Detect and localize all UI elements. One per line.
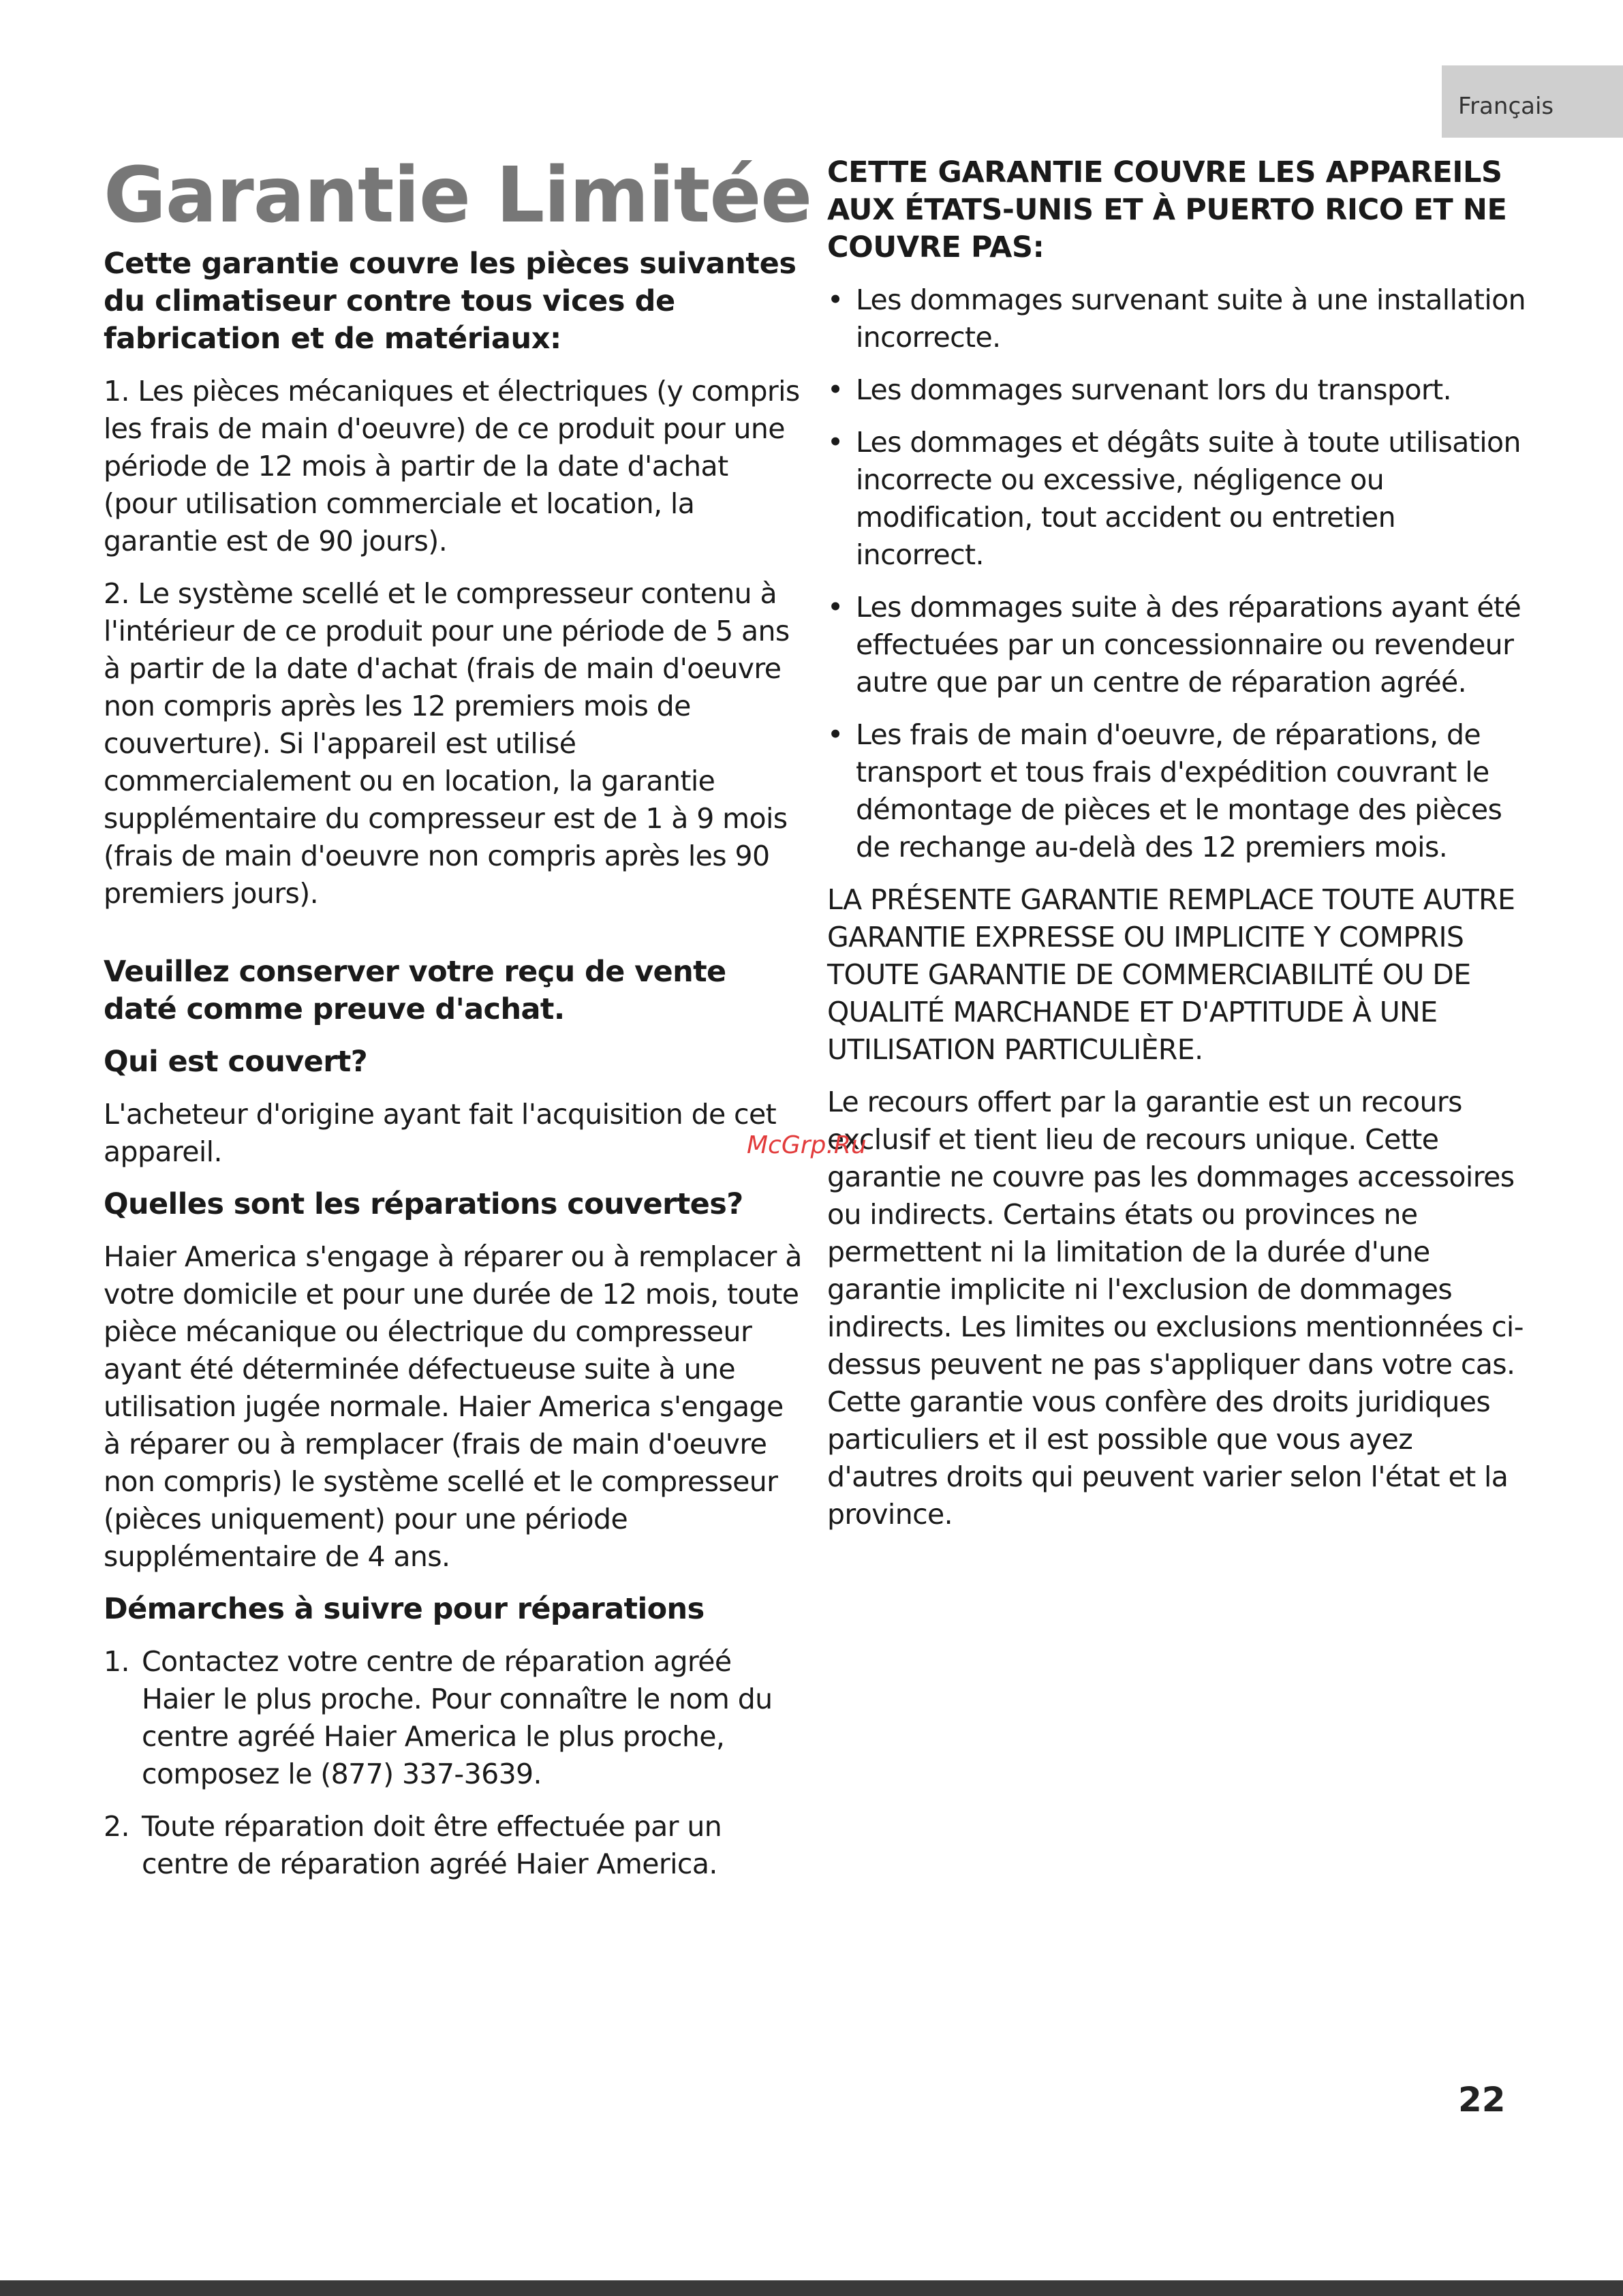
step-text: Contactez votre centre de réparation agréé Haier le plus proche. Pour connaître le nom du centre agréé Haier America le plus proche, composez le (877) 337-3639. [142,1645,773,1790]
list-item: • Les dommages et dégâts suite à toute utilisation incorrecte ou excessive, négligence ou modification, tout accident ou entretien incorrect. [827,424,1529,574]
page-number: 22 [1458,2080,1506,2119]
list-item [104,1808,805,1883]
step-text: Toute réparation doit être effectuée par un centre de réparation agréé Haier America. [142,1810,722,1880]
list-item: • Les dommages suite à des réparations ayant été effectuées par un concessionnaire ou revendeur autre que par un centre de réparation agréé. [827,589,1529,701]
remedy-text: Le recours offert par la garantie est un recours exclusif et tient lieu de recours unique. Cette garantie ne couvre pas les dommages accessoires ou indirects. Certains états ou provinces ne permettent ni la limitation de la durée d'une garantie implicite ni l'exclusion de dommages indirects. Les limites ou exclusions mentionnées ci-dessus peuvent ne pas s'appliquer dans votre cas. Cette garantie vous confère des droits juridiques particuliers et il est possible que vous ayez d'autres droits qui peuvent varier selon l'état et la province. [827,1086,1524,1531]
coverage-item-1: 1. Les pièces mécaniques et électriques (y compris les frais de main d'oeuvre) de ce produit pour une période de 12 mois à partir de la date d'achat (pour utilisation commerciale et location, la garantie est de 90 jours). [104,375,800,557]
receipt-heading: Veuillez conserver votre reçu de vente daté comme preuve d'achat. [104,955,726,1026]
coverage-intro-heading: Cette garantie couvre les pièces suivantes du climatiseur contre tous vices de fabrication et de matériaux: [104,247,797,356]
repair-steps-list [104,1643,805,1883]
exclusions-list [827,281,1529,866]
step-number: 2. [104,1810,129,1843]
page-title: Garantie Limitée [104,151,812,240]
left-column [104,245,805,1898]
list-item: • Les dommages survenant lors du transport. [827,371,1529,409]
list-item: • Les dommages survenant suite à une installation incorrecte. [827,281,1529,356]
step-number: 1. [104,1645,129,1678]
repairs-covered-heading: Quelles sont les réparations couvertes? [104,1187,743,1221]
list-item [104,1643,805,1793]
warranty-disclaimer: LA PRÉSENTE GARANTIE REMPLACE TOUTE AUTRE GARANTIE EXPRESSE OU IMPLICITE Y COMPRIS TOUTE GARANTIE DE COMMERCIABILITÉ OU DE QUALITÉ MARCHANDE ET D'APTITUDE À UNE UTILISATION PARTICULIÈRE. [827,883,1515,1066]
right-column [827,154,1529,1548]
repairs-covered-text: Haier America s'engage à réparer ou à remplacer à votre domicile et pour une durée de 12 mois, toute pièce mécanique ou électrique du compresseur ayant été déterminée défectueuse suite à une utilisation jugée normale. Haier America s'engage à réparer ou à remplacer (frais de main d'oeuvre non compris) le système scellé et le compresseur (pièces uniquement) pour une période supplémentaire de 4 ans. [104,1240,802,1573]
who-covered-text: L'acheteur d'origine ayant fait l'acquisition de cet appareil. [104,1098,777,1168]
list-item: • Les frais de main d'oeuvre, de réparations, de transport et tous frais d'expédition couvrant le démontage de pièces et le montage des pièces de rechange au-delà des 12 premiers mois. [827,716,1529,866]
language-tab: Français [1442,65,1623,138]
exclusions-heading: CETTE GARANTIE COUVRE LES APPAREILS AUX ÉTATS-UNIS ET À PUERTO RICO ET NE COUVRE PAS: [827,155,1507,264]
coverage-item-2: 2. Le système scellé et le compresseur contenu à l'intérieur de ce produit pour une période de 5 ans à partir de la date d'achat (frais de main d'oeuvre non compris après les 12 premiers mois de couverture). Si l'appareil est utilisé commercialement ou en location, la garantie supplémentaire du compresseur est de 1 à 9 mois (frais de main d'oeuvre non compris après les 90 premiers jours). [104,577,790,910]
who-covered-heading: Qui est couvert? [104,1045,368,1079]
repair-steps-heading: Démarches à suivre pour réparations [104,1592,705,1626]
bottom-bar [0,2280,1623,2296]
watermark: McGrp.Ru [747,1131,867,1159]
